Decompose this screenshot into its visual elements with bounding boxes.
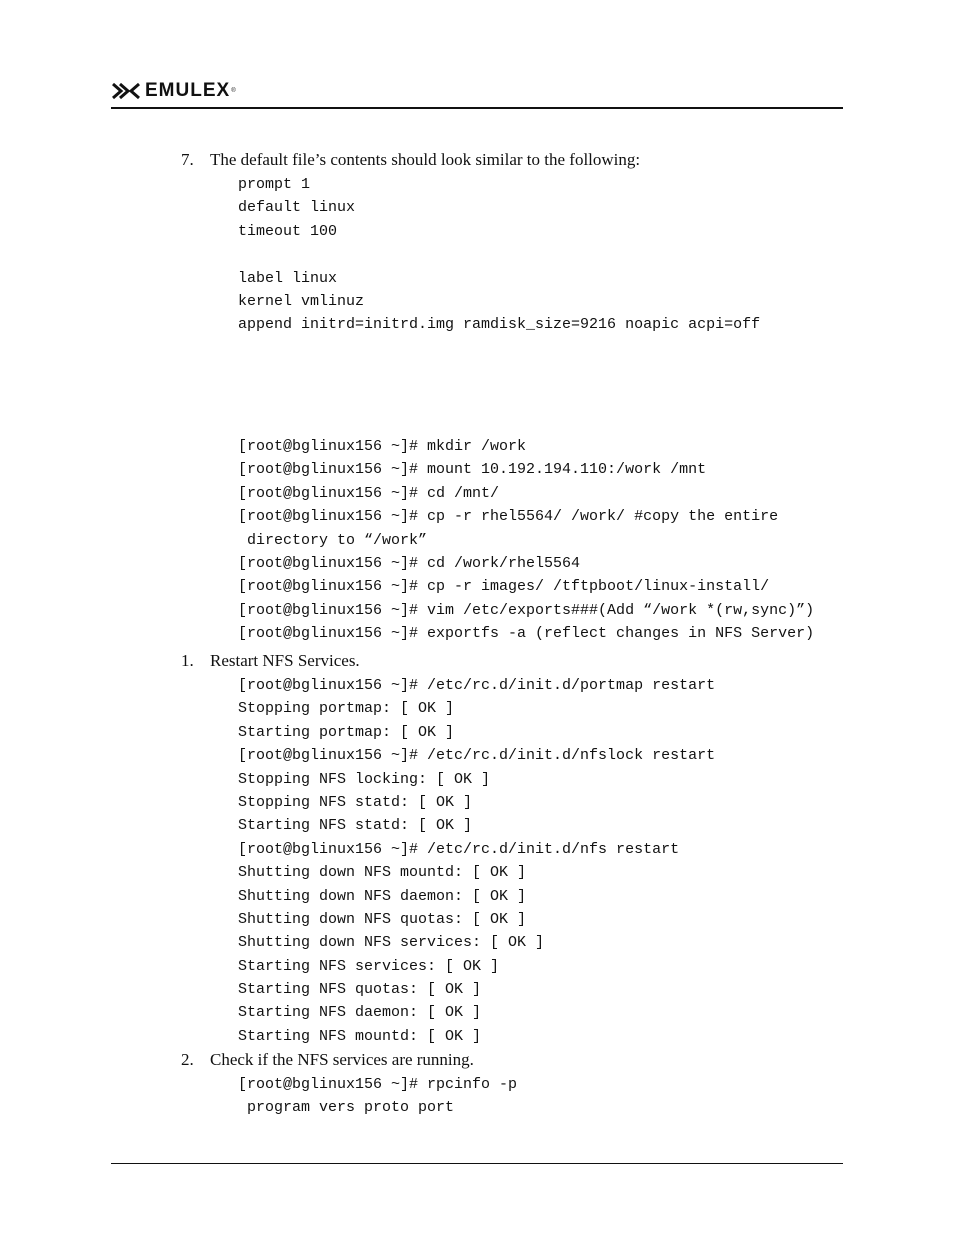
code-line: [root@bglinux156 ~]# /etc/rc.d/init.d/nfs restart: [238, 840, 680, 858]
step-text: The default file’s contents should look similar to the following:: [210, 150, 641, 169]
code-line: [root@bglinux156 ~]# cd /mnt/: [238, 484, 500, 502]
code-line: Shutting down NFS daemon: [ OK ]: [238, 887, 527, 905]
code-line: prompt 1: [238, 176, 311, 193]
logo-trademark: ®: [231, 88, 236, 94]
code-line: Shutting down NFS services: [ OK ]: [238, 934, 545, 952]
emulex-logo-icon: [111, 81, 141, 101]
code-line: program vers proto port: [238, 1099, 455, 1117]
logo-text: EMULEX: [145, 80, 231, 101]
code-line: [238, 243, 760, 266]
code-block-nfs-setup: [238, 435, 814, 646]
code-line: Shutting down NFS mountd: [ OK ]: [238, 864, 527, 882]
step-text: Restart NFS Services.: [210, 651, 360, 670]
code-line: [root@bglinux156 ~]# exportfs -a (reflect changes in NFS Server): [238, 625, 815, 643]
code-line: [root@bglinux156 ~]# /etc/rc.d/init.d/portmap restart: [238, 677, 716, 694]
code-line: Stopping portmap: [ OK ]: [238, 700, 455, 718]
code-line: default linux: [238, 199, 356, 217]
footer-rule: [111, 1163, 843, 1164]
code-line: [root@bglinux156 ~]# mkdir /work: [238, 438, 527, 455]
code-line: Starting NFS statd: [ OK ]: [238, 817, 473, 835]
code-block-rpcinfo: [238, 1073, 517, 1120]
code-line: Stopping NFS locking: [ OK ]: [238, 770, 491, 788]
step-number: 7.: [181, 150, 194, 169]
code-line: [root@bglinux156 ~]# mount 10.192.194.110:/work /mnt: [238, 461, 707, 479]
step-2: [181, 1050, 474, 1070]
code-line: [root@bglinux156 ~]# vim /etc/exports###(Add “/work *(rw,sync)”): [238, 601, 815, 619]
code-line: Shutting down NFS quotas: [ OK ]: [238, 910, 527, 928]
page-header: [111, 80, 236, 102]
code-line: label linux: [238, 269, 338, 287]
step-7: [181, 150, 640, 170]
code-line: append initrd=initrd.img ramdisk_size=9216 noapic acpi=off: [238, 316, 761, 334]
code-line: Starting NFS daemon: [ OK ]: [238, 1004, 482, 1022]
code-line: Starting NFS services: [ OK ]: [238, 957, 500, 975]
code-line: [root@bglinux156 ~]# cd /work/rhel5564: [238, 554, 581, 572]
code-line: [root@bglinux156 ~]# rpcinfo -p: [238, 1076, 518, 1093]
code-block-restart-nfs: [238, 674, 715, 1048]
code-line: [root@bglinux156 ~]# cp -r rhel5564/ /work/ #copy the entire: [238, 508, 779, 526]
header-rule: [111, 107, 843, 109]
code-line: Stopping NFS statd: [ OK ]: [238, 793, 473, 811]
code-line: Starting NFS mountd: [ OK ]: [238, 1027, 482, 1045]
code-line: [root@bglinux156 ~]# cp -r images/ /tftpboot/linux-install/: [238, 578, 770, 596]
code-block-default-file: [238, 173, 760, 337]
code-line: timeout 100: [238, 222, 338, 240]
step-text: Check if the NFS services are running.: [210, 1050, 474, 1069]
code-line: [root@bglinux156 ~]# /etc/rc.d/init.d/nfslock restart: [238, 747, 716, 765]
code-line: directory to “/work”: [238, 531, 428, 549]
code-line: Starting portmap: [ OK ]: [238, 723, 455, 741]
step-number: 2.: [181, 1050, 194, 1069]
code-line: kernel vmlinuz: [238, 292, 365, 310]
code-line: Starting NFS quotas: [ OK ]: [238, 981, 482, 999]
step-number: 1.: [181, 651, 194, 670]
step-1: [181, 651, 360, 671]
